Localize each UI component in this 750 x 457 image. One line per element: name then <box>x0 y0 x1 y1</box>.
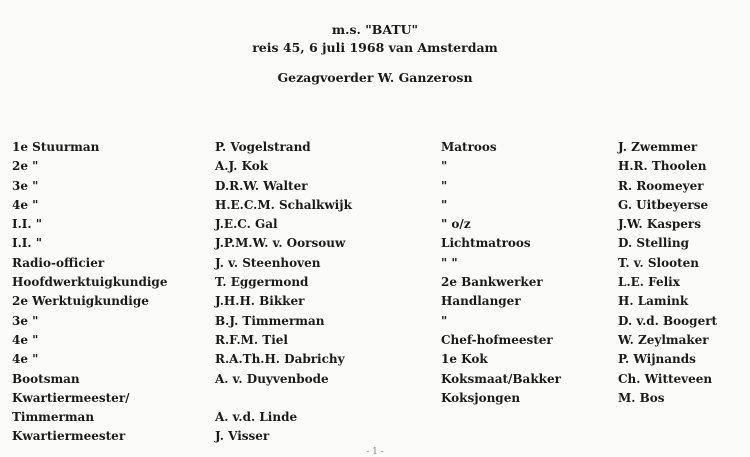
crew-list-cell: Handlanger <box>441 294 521 309</box>
ranks-column-right <box>441 138 611 408</box>
crew-list-cell: H.E.C.M. Schalkwijk <box>215 197 352 212</box>
crew-list-cell: " o/z <box>441 217 471 232</box>
crew-list-cell: R.F.M. Tiel <box>215 332 288 347</box>
crew-list-cell: Kwartiermeester/ <box>12 390 130 405</box>
crew-list-cell: D. Stelling <box>618 236 689 251</box>
crew-list-cell: T. Eggermond <box>215 275 309 290</box>
crew-list-cell: A. v.d. Linde <box>215 410 298 425</box>
crew-list-cell: A.J. Kok <box>215 159 269 174</box>
ranks-column-left <box>12 138 197 447</box>
crew-list-cell: " <box>441 197 448 212</box>
crew-list-cell: 2e Bankwerker <box>441 275 543 290</box>
crew-list-cell: 4e " <box>12 197 39 212</box>
crew-list-cell: Radio-officier <box>12 255 105 270</box>
crew-list-cell: Matroos <box>441 140 497 154</box>
crew-list-cell: " <box>441 313 448 328</box>
crew-list-cell: M. Bos <box>618 390 665 405</box>
crew-list-cell: A. v. Duyvenbode <box>215 371 329 386</box>
crew-list-cell: H. Lamink <box>618 294 689 309</box>
crew-list-cell: " " <box>441 255 458 270</box>
crew-list-cell: I.I. " <box>12 217 43 232</box>
crew-list-cell: J.P.M.W. v. Oorsouw <box>215 236 346 251</box>
crew-list-cell: D. v.d. Boogert <box>618 313 718 328</box>
crew-list-cell: Bootsman <box>12 371 80 386</box>
crew-list-cell: J.E.C. Gal <box>215 217 278 232</box>
crew-list-cell: G. Uitbeyerse <box>618 197 709 212</box>
crew-list-cell: B.J. Timmerman <box>215 313 325 328</box>
crew-list-cell: R. Roomeyer <box>618 178 704 193</box>
crew-list-cell: Ch. Witteveen <box>618 371 713 386</box>
crew-list-cell: P. Vogelstrand <box>215 140 311 154</box>
names-column-left <box>215 138 435 447</box>
crew-list-cell: 1e Stuurman <box>12 140 100 154</box>
crew-list-cell <box>215 389 435 408</box>
crew-list-cell: T. v. Slooten <box>618 255 699 270</box>
crew-list-cell: I.I. " <box>12 236 43 251</box>
crew-list-cell: J.W. Kaspers <box>618 217 701 232</box>
crew-list-cell: Kwartiermeester <box>12 429 126 444</box>
crew-list-cell: L.E. Felix <box>618 275 680 290</box>
crew-list-cell: J. Visser <box>215 429 270 444</box>
crew-list-cell: Koksjongen <box>441 390 521 405</box>
crew-list-cell: Hoofdwerktuigkundige <box>12 275 168 290</box>
crew-list-cell: Timmerman <box>12 410 95 425</box>
crew-list-cell: W. Zeylmaker <box>618 332 709 347</box>
names-column-right <box>618 138 748 408</box>
crew-list-cell: H.R. Thoolen <box>618 159 707 174</box>
crew-list-cell: J. Zwemmer <box>618 140 698 154</box>
crew-list-cell: 3e " <box>12 178 39 193</box>
crew-list-cell: D.R.W. Walter <box>215 178 308 193</box>
crew-list-cell: 4e " <box>12 352 39 367</box>
crew-list-cell: Koksmaat/Bakker <box>441 371 561 386</box>
crew-list-cell: Chef-hofmeester <box>441 332 553 347</box>
crew-list-cell: R.A.Th.H. Dabrichy <box>215 352 345 367</box>
voyage-line: reis 45, 6 juli 1968 van Amsterdam <box>252 40 498 55</box>
crew-list-cell: 1e Kok <box>441 352 488 367</box>
crew-list-cell: " <box>441 178 448 193</box>
ship-name: m.s. "BATU" <box>331 22 419 37</box>
crew-list-cell: J.H.H. Bikker <box>215 294 305 309</box>
crew-list-cell: 4e " <box>12 332 39 347</box>
crew-list-cell: 3e " <box>12 313 39 328</box>
crew-list-cell: 2e " <box>12 159 39 174</box>
crew-list-cell: Lichtmatroos <box>441 236 531 251</box>
page-number: - 1 - <box>366 447 384 457</box>
crew-list-cell: J. v. Steenhoven <box>215 255 321 270</box>
crew-list-cell: P. Wijnands <box>618 352 696 367</box>
crew-list-cell: " <box>441 159 448 174</box>
captain-line: Gezagvoerder W. Ganzerosn <box>277 70 473 85</box>
crew-list-cell: 2e Werktuigkundige <box>12 294 149 309</box>
